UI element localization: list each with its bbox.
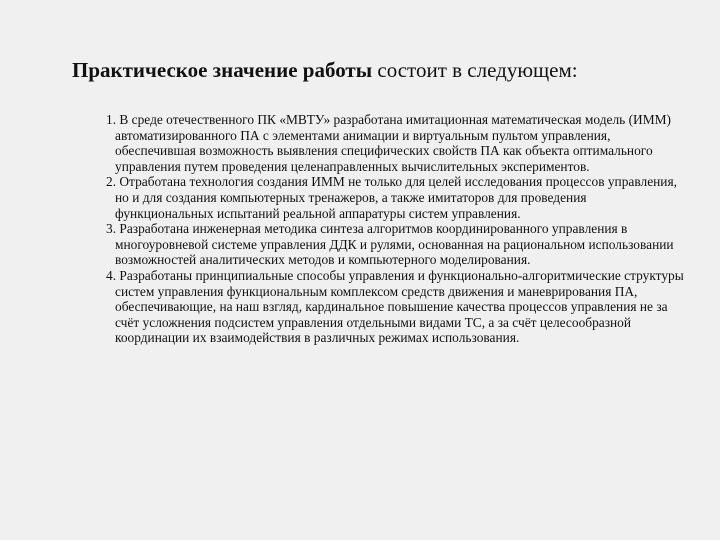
list-item: 1. В среде отечественного ПК «МВТУ» разработана имитационная математическая модель (ИММ) автоматизированного ПА с элементами анимации и виртуальным пультом управления, обеспечившая возможность выявления специфических свойств ПА как объекта оптимального управления путем проведения целенаправленных вычислительных экспериментов.	[106, 112, 671, 174]
list-item: 3. Разработана инженерная методика синтеза алгоритмов координированного управления в многоуровневой системе управления ДДК и рулями, основанная на рациональном использовании возможностей аналитических методов и компьютерного моделирования.	[106, 221, 674, 268]
list-item: 4. Разработаны принципиальные способы управления и функционально-алгоритмические структуры систем управления функциональным комплексом средств движения и маневрирования ПА, обеспечивающие, на наш взгляд, кардинальное повышение качества процессов управления не за счёт усложнения подсистем управления отдельными видами ТС, а за счёт целесообразной координации их взаимодействия в различных режимах использования.	[106, 267, 684, 346]
slide-title-rest: состоит в следующем:	[372, 58, 578, 82]
results-list	[106, 112, 686, 346]
slide-title-bold: Практическое значение работы	[72, 58, 373, 82]
list-item: 2. Отработана технология создания ИММ не только для целей исследования процессов управления, но и для создания компьютерных тренажеров, а также имитаторов для проведения функциональных испытаний реальной аппаратуры систем управления.	[106, 174, 677, 221]
slide-title	[72, 56, 692, 84]
